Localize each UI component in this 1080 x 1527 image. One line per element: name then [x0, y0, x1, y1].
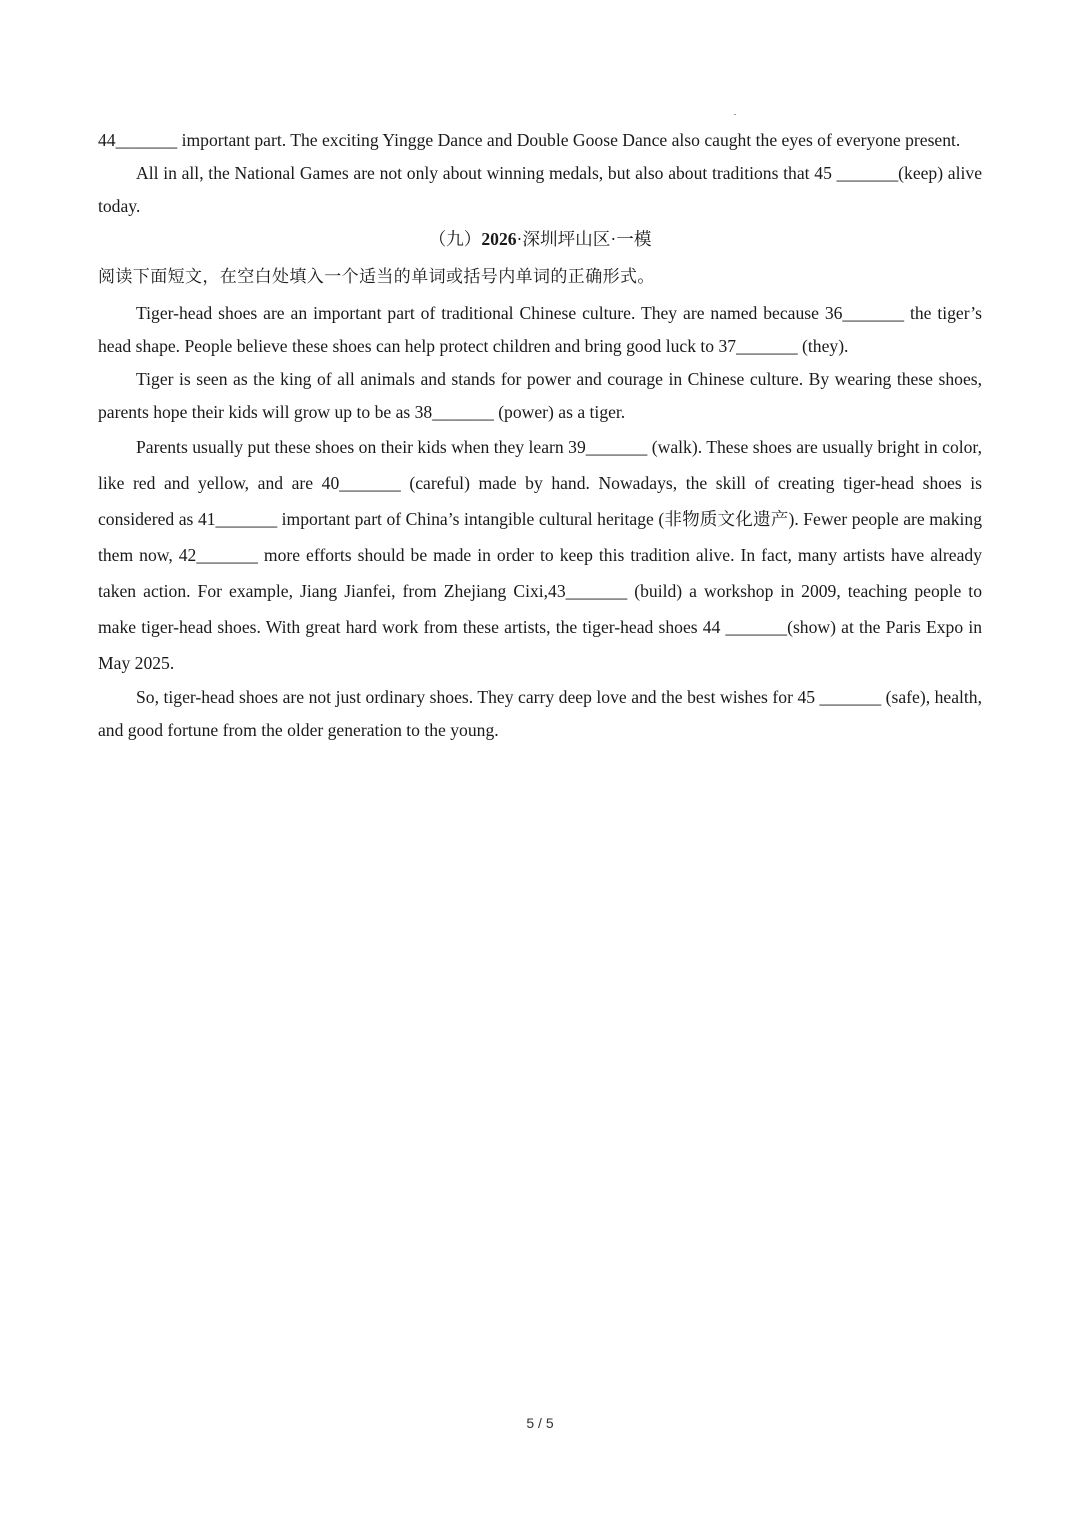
section9-paragraph-2: Tiger is seen as the king of all animals and stands for power and courage in Chinese culture. By wearing these shoes, parents hope their kids will grow up to be as 38_______ (power) as a tiger. [98, 369, 982, 422]
page-number: 5 / 5 [526, 1415, 554, 1431]
section9-paragraph-4: So, tiger-head shoes are not just ordinary shoes. They carry deep love and the best wishes for 45 _______ (safe), health, and good fortune from the older generation to the young. [98, 687, 982, 740]
scan-speck [734, 114, 736, 115]
section9-paragraph-1: Tiger-head shoes are an important part of traditional Chinese culture. They are named because 36_______ the tiger’s head shape. People believe these shoes can help protect children and bring good luck to 37_______ (they). [98, 303, 982, 356]
section9-heading-suffix: ·深圳坪山区·一模 [516, 229, 652, 249]
document-page [98, 124, 982, 747]
section9-paragraph-3: Parents usually put these shoes on their kids when they learn 39_______ (walk). These shoes are usually bright in color, like red and yellow, and are 40_______ (careful) made by hand. Nowadays, the skill of creating tiger-head shoes is considered as 41_______ important part of China’s intangible cultural heritage (非物质文化遗产). Fewer people are making them now, 42_______ more efforts should be made in order to keep this tradition alive. In fact, many artists have already taken action. For example, Jiang Jianfei, from Zhejiang Cixi,43_______ (build) a workshop in 2009, teaching people to make tiger-head shoes. With great hard work from these artists, the tiger-head shoes 44 _______(show) at the Paris Expo in May 2025. [98, 437, 982, 673]
section8-paragraph-1: 44_______ important part. The exciting Yingge Dance and Double Goose Dance also caught the eyes of everyone present. [98, 130, 961, 150]
section9-heading-prefix: （九） [428, 229, 482, 249]
section9-heading-year: 2026 [481, 229, 517, 249]
section9-heading [98, 223, 982, 256]
section9-instruction: 阅读下面短文，在空白处填入一个适当的单词或括号内单词的正确形式。 [98, 267, 655, 286]
section8-paragraph-2: All in all, the National Games are not only about winning medals, but also about traditions that 45 _______(keep) alive today. [98, 163, 982, 216]
